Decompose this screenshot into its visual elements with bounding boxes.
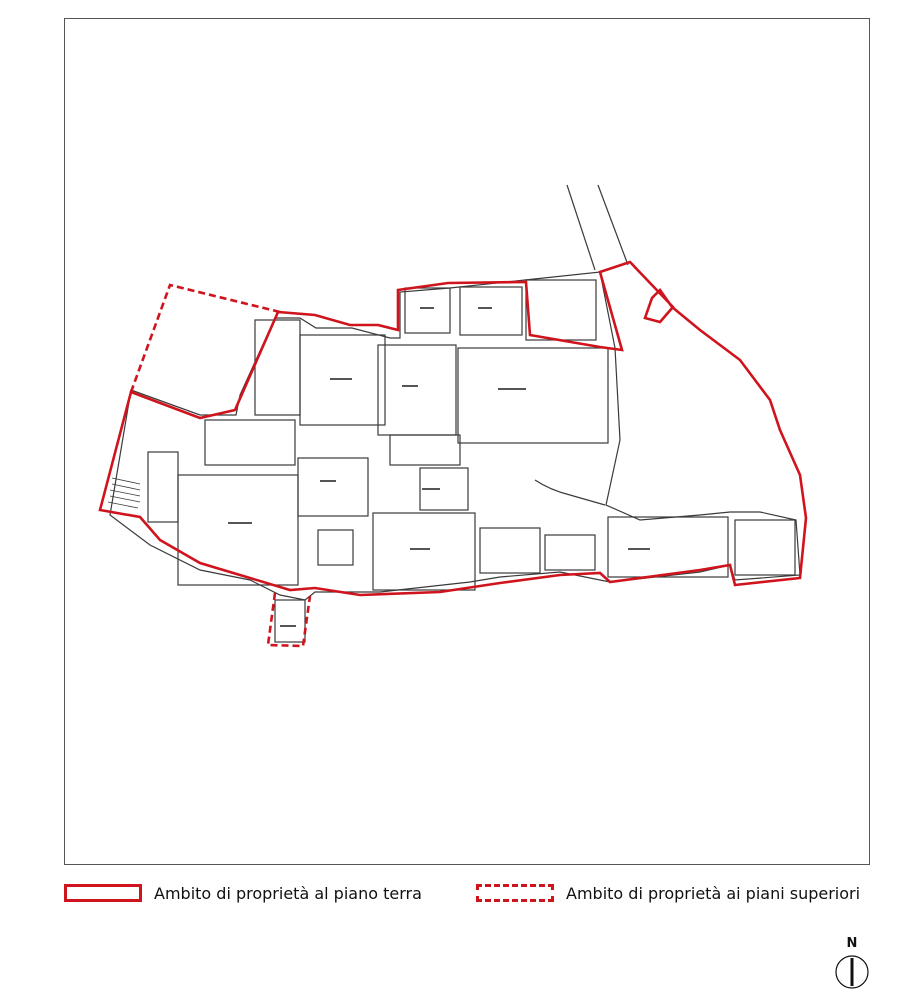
room (460, 287, 522, 335)
room (298, 458, 368, 516)
legend (0, 878, 904, 908)
road-edge (567, 185, 595, 270)
upper-boundary-north (131, 285, 280, 392)
building-walls (108, 185, 800, 642)
room (458, 348, 608, 443)
room (275, 600, 305, 642)
legend-label-upper-floors: Ambito di proprietà ai piani superiori (566, 883, 861, 903)
room (378, 345, 456, 435)
room (405, 288, 450, 333)
room (205, 420, 295, 465)
room (148, 452, 178, 522)
staircase (108, 478, 140, 508)
road-edge (598, 185, 628, 265)
north-arrow-icon (830, 936, 874, 992)
ground-floor-boundary (100, 262, 806, 595)
solid-line-swatch (64, 884, 142, 902)
room (526, 280, 596, 340)
legend-item-upper-floors (476, 878, 860, 908)
north-label: N (846, 936, 858, 951)
room (390, 435, 460, 465)
room (373, 513, 475, 590)
legend-label-ground-floor: Ambito di proprietà al piano terra (154, 883, 422, 903)
upper-boundary-south (268, 593, 310, 646)
legend-item-ground-floor (64, 878, 422, 908)
room (735, 520, 795, 575)
courtyard-curve (535, 480, 605, 505)
building-outline (110, 272, 800, 600)
room (318, 530, 353, 565)
dashed-line-swatch (476, 884, 554, 902)
room (545, 535, 595, 570)
room-labels (228, 307, 650, 627)
north-arrow (830, 936, 874, 992)
room (255, 320, 300, 415)
room (480, 528, 540, 573)
